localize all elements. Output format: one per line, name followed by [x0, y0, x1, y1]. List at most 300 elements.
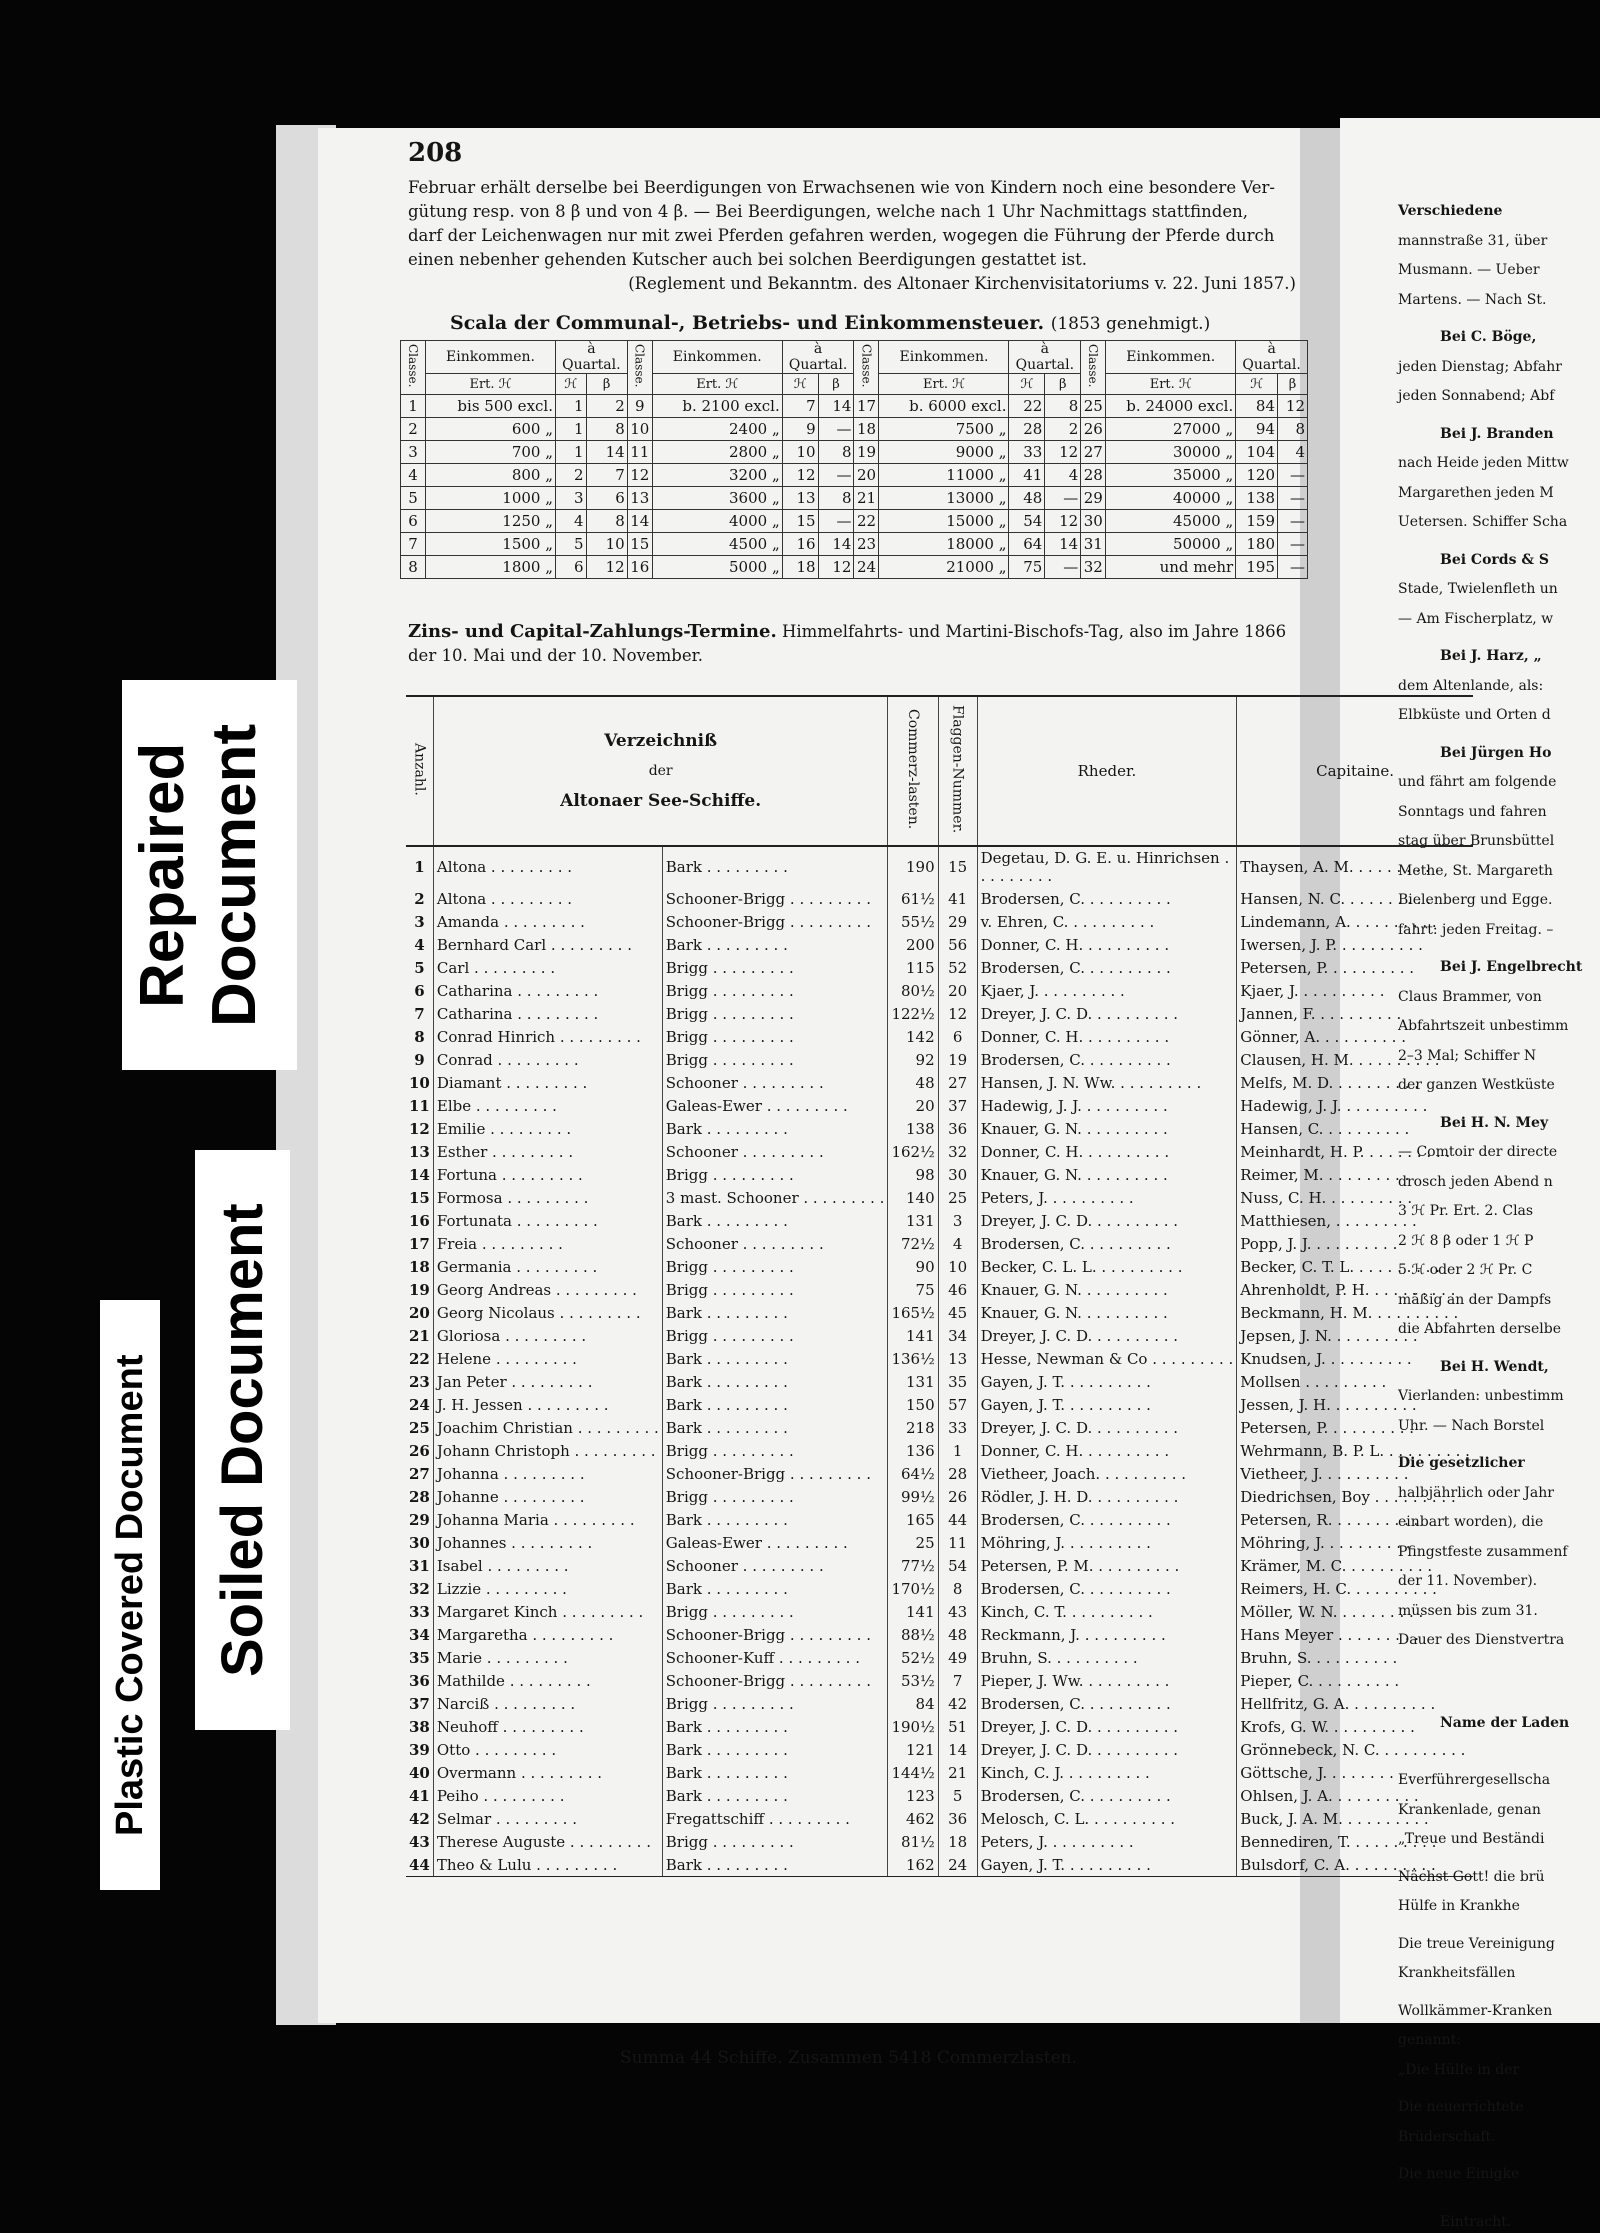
scala-cell: 8 [818, 487, 854, 510]
ship-name: Johanne . . . . . . . . . [433, 1485, 662, 1508]
ship-row [406, 846, 1473, 887]
ship-name: J. H. Jessen . . . . . . . . . [433, 1393, 662, 1416]
ship-capitaine: Beckmann, H. M. . . . . . . . . . [1237, 1301, 1473, 1324]
ship-capitaine: Hans Meyer . . . . . . . . . [1237, 1623, 1473, 1646]
ship-row [406, 1071, 1473, 1094]
ship-flag-number: 7 [938, 1669, 977, 1692]
col-ert: Ert. ℋ [426, 374, 556, 395]
ship-type: Brigg . . . . . . . . . [662, 1324, 888, 1347]
ship-number: 29 [409, 1510, 430, 1529]
ship-lasten: 123 [888, 1784, 938, 1807]
scala-cell: 9000 „ [879, 441, 1009, 464]
col-ert: Ert. ℋ [1106, 374, 1236, 395]
ship-flag-number: 54 [938, 1554, 977, 1577]
col-mk: ℋ [1236, 374, 1278, 395]
scala-cell: 30000 „ [1106, 441, 1236, 464]
ship-flag-number: 13 [938, 1347, 977, 1370]
ship-name: Fortunata . . . . . . . . . [433, 1209, 662, 1232]
scala-cell: 23 [854, 533, 879, 556]
right-page-line: Uhr. — Nach Borstel [1398, 1417, 1545, 1434]
ship-name: Jan Peter . . . . . . . . . [433, 1370, 662, 1393]
ship-lasten: 142 [888, 1025, 938, 1048]
scala-cell: 8 [818, 441, 854, 464]
ship-name: Neuhoff . . . . . . . . . [433, 1715, 662, 1738]
ship-lasten: 136 [888, 1439, 938, 1462]
scala-cell: 1250 „ [426, 510, 556, 533]
ship-type: Brigg . . . . . . . . . [662, 1600, 888, 1623]
ship-number: 1 [414, 858, 425, 876]
col-quartal: à Quartal. [556, 341, 628, 374]
ship-rheder: Kinch, C. T. . . . . . . . . . [977, 1600, 1237, 1623]
intro-line: gütung resp. von 8 β und von 4 β. — Bei Beerdigungen, welche nach 1 Uhr Nachmittags stattfinden, [408, 202, 1248, 221]
ship-capitaine: Reimer, M. . . . . . . . . . [1237, 1163, 1473, 1186]
scala-row [401, 556, 1308, 579]
ship-type: Brigg . . . . . . . . . [662, 1255, 888, 1278]
ship-row [406, 1186, 1473, 1209]
col-anzahl: Anzahl. [406, 696, 433, 846]
col-mk: ℋ [556, 374, 587, 395]
right-page-line: Name der Laden [1440, 1714, 1570, 1731]
ship-number: 2 [414, 889, 425, 908]
right-page-line: Methe, St. Margareth [1398, 862, 1553, 879]
ship-flag-number: 30 [938, 1163, 977, 1186]
col-sch: β [1045, 374, 1081, 395]
ship-type: Schooner-Brigg . . . . . . . . . [662, 1669, 888, 1692]
scala-cell: 8 [586, 418, 627, 441]
ship-flag-number: 27 [938, 1071, 977, 1094]
scala-cell: bis 500 excl. [426, 395, 556, 418]
right-page-line: fahrt: jeden Freitag. – [1398, 921, 1554, 938]
ship-lasten: 141 [888, 1600, 938, 1623]
ship-number: 34 [409, 1625, 430, 1644]
scala-cell: 9 [627, 395, 652, 418]
ship-name: Bernhard Carl . . . . . . . . . [433, 933, 662, 956]
ship-row [406, 1255, 1473, 1278]
scala-cell: 50000 „ [1106, 533, 1236, 556]
scala-cell: 14 [1045, 533, 1081, 556]
ship-flag-number: 57 [938, 1393, 977, 1416]
ship-rheder: Gayen, J. T. . . . . . . . . . [977, 1370, 1237, 1393]
ship-row [406, 1163, 1473, 1186]
ship-capitaine: Wehrmann, B. P. L. . . . . . . . . . [1237, 1439, 1473, 1462]
scala-cell: 159 [1236, 510, 1278, 533]
ship-rheder: Kinch, C. J. . . . . . . . . . [977, 1761, 1237, 1784]
ship-row [406, 1439, 1473, 1462]
ship-rheder: Reckmann, J. . . . . . . . . . [977, 1623, 1237, 1646]
col-einkommen: Einkommen. [652, 341, 782, 374]
ship-number: 15 [409, 1188, 430, 1207]
ship-lasten: 165 [888, 1508, 938, 1531]
ship-row [406, 1462, 1473, 1485]
ship-name: Therese Auguste . . . . . . . . . [433, 1830, 662, 1853]
scala-row [401, 487, 1308, 510]
scala-cell: 21000 „ [879, 556, 1009, 579]
right-page-line: einbart worden), die [1398, 1514, 1544, 1530]
scala-cell: 84 [1236, 395, 1278, 418]
ship-rheder: Donner, C. H. . . . . . . . . . [977, 1025, 1237, 1048]
ship-rheder: Hadewig, J. J. . . . . . . . . . [977, 1094, 1237, 1117]
scala-cell: 3600 „ [652, 487, 782, 510]
intro-citation: (Reglement und Bekanntm. des Altonaer Kirchenvisitatoriums v. 22. Juni 1857.) [628, 274, 1296, 293]
ship-number: 26 [409, 1441, 430, 1460]
ship-flag-number: 29 [938, 910, 977, 933]
ship-capitaine: Meinhardt, H. P. . . . . . . . . . [1237, 1140, 1473, 1163]
ship-lasten: 20 [888, 1094, 938, 1117]
ship-rheder: Petersen, P. M. . . . . . . . . . [977, 1554, 1237, 1577]
ship-row [406, 1301, 1473, 1324]
ship-flag-number: 6 [938, 1025, 977, 1048]
ship-flag-number: 10 [938, 1255, 977, 1278]
ship-type: Galeas-Ewer . . . . . . . . . [662, 1094, 888, 1117]
ship-name: Germania . . . . . . . . . [433, 1255, 662, 1278]
right-page-line: „Treue und Beständi [1398, 1831, 1545, 1847]
scala-cell: 19 [854, 441, 879, 464]
ship-capitaine: Buck, J. A. M. . . . . . . . . . [1237, 1807, 1473, 1830]
ship-number: 3 [414, 912, 425, 931]
ship-flag-number: 45 [938, 1301, 977, 1324]
ship-number: 6 [414, 981, 425, 1000]
ship-flag-number: 20 [938, 979, 977, 1002]
right-page-line: der ganzen Westküste [1398, 1077, 1555, 1093]
ship-type: Brigg . . . . . . . . . [662, 1830, 888, 1853]
ship-lasten: 170½ [888, 1577, 938, 1600]
ship-lasten: 122½ [888, 1002, 938, 1025]
scala-cell: 6 [556, 556, 587, 579]
ship-lasten: 115 [888, 956, 938, 979]
ship-flag-number: 32 [938, 1140, 977, 1163]
scala-cell: 7 [401, 533, 426, 556]
col-klasse: Classe. [627, 341, 652, 395]
scala-cell: 18 [782, 556, 818, 579]
ship-number: 35 [409, 1648, 430, 1667]
scala-cell: 4 [556, 510, 587, 533]
ship-lasten: 131 [888, 1370, 938, 1393]
ship-name: Overmann . . . . . . . . . [433, 1761, 662, 1784]
right-page-line: Bei Cords & S [1440, 551, 1549, 568]
ship-lasten: 190 [888, 846, 938, 887]
right-page-line: Bei H. N. Mey [1440, 1114, 1549, 1131]
ship-rheder: Becker, C. L. L. . . . . . . . . . [977, 1255, 1237, 1278]
right-page-line: Bei C. Böge, [1440, 329, 1537, 345]
ship-capitaine: Vietheer, J. . . . . . . . . . [1237, 1462, 1473, 1485]
scala-cell: 5 [556, 533, 587, 556]
scala-cell: — [1045, 556, 1081, 579]
col-ert: Ert. ℋ [879, 374, 1009, 395]
payment-terms [408, 620, 1306, 668]
scala-cell: 800 „ [426, 464, 556, 487]
ship-lasten: 61½ [888, 887, 938, 910]
ship-name: Narciß . . . . . . . . . [433, 1692, 662, 1715]
ship-flag-number: 24 [938, 1853, 977, 1877]
scala-cell: — [1278, 556, 1308, 579]
ship-number: 42 [409, 1809, 430, 1828]
label-plastic: Plastic Covered Document [100, 1300, 160, 1890]
scala-cell: 13 [782, 487, 818, 510]
scala-cell: 32 [1081, 556, 1106, 579]
ship-name: Theo & Lulu . . . . . . . . . [433, 1853, 662, 1877]
scala-cell: 3200 „ [652, 464, 782, 487]
scala-row [401, 395, 1308, 418]
ship-number: 22 [409, 1349, 430, 1368]
scala-cell: 27 [1081, 441, 1106, 464]
scala-cell: 2400 „ [652, 418, 782, 441]
right-page-line: dem Altenlande, als: [1398, 677, 1544, 694]
ship-row [406, 1002, 1473, 1025]
ship-lasten: 190½ [888, 1715, 938, 1738]
scala-cell: 15000 „ [879, 510, 1009, 533]
col-sch: β [818, 374, 854, 395]
ship-row [406, 1140, 1473, 1163]
scala-cell: — [818, 464, 854, 487]
ship-rheder: Gayen, J. T. . . . . . . . . . [977, 1393, 1237, 1416]
ship-type: Bark . . . . . . . . . [662, 1347, 888, 1370]
right-page-line: 2 ℋ 8 β oder 1 ℋ P [1398, 1232, 1534, 1249]
title-line-2: der [648, 763, 673, 779]
ship-lasten: 162½ [888, 1140, 938, 1163]
ship-capitaine: Grönnebeck, N. C. . . . . . . . . . [1237, 1738, 1473, 1761]
ship-number: 11 [409, 1096, 430, 1115]
ship-lasten: 55½ [888, 910, 938, 933]
scala-cell: 12 [1045, 441, 1081, 464]
ship-number: 32 [409, 1579, 430, 1598]
scala-cell: 18000 „ [879, 533, 1009, 556]
scala-title [450, 312, 1280, 334]
ship-rheder: Degetau, D. G. E. u. Hinrichsen . . . . . . . . . [977, 846, 1237, 887]
right-page-line: 3 ℋ Pr. Ert. 2. Clas [1398, 1203, 1534, 1219]
scala-cell: 12 [1278, 395, 1308, 418]
ship-name: Johannes . . . . . . . . . [433, 1531, 662, 1554]
ship-type: Bark . . . . . . . . . [662, 846, 888, 887]
col-einkommen: Einkommen. [1106, 341, 1236, 374]
ship-lasten: 140 [888, 1186, 938, 1209]
ship-type: Bark . . . . . . . . . [662, 1209, 888, 1232]
ship-name: Elbe . . . . . . . . . [433, 1094, 662, 1117]
ship-row [406, 1669, 1473, 1692]
intro-line: Februar erhält derselbe bei Beerdigungen von Erwachsenen wie von Kindern noch eine besondere Ver- [408, 178, 1275, 197]
scala-cell: 14 [818, 533, 854, 556]
ship-rheder: Dreyer, J. C. D. . . . . . . . . . [977, 1209, 1237, 1232]
ship-rheder: Knauer, G. N. . . . . . . . . . [977, 1117, 1237, 1140]
scala-cell: 29 [1081, 487, 1106, 510]
scala-cell: 25 [1081, 395, 1106, 418]
col-mk: ℋ [1009, 374, 1045, 395]
right-page-line: Wollkämmer-Kranken [1398, 2002, 1553, 2019]
right-page-line: Musmann. — Ueber [1398, 262, 1540, 278]
scala-cell: 4 [1278, 441, 1308, 464]
scala-cell: 4500 „ [652, 533, 782, 556]
ship-lasten: 144½ [888, 1761, 938, 1784]
col-klasse: Classe. [401, 341, 426, 395]
right-page-line: — Comtoir der directe [1398, 1144, 1558, 1160]
ship-name: Mathilde . . . . . . . . . [433, 1669, 662, 1692]
ship-capitaine: Melfs, M. D. . . . . . . . . . [1237, 1071, 1473, 1094]
ship-row [406, 1324, 1473, 1347]
ship-flag-number: 14 [938, 1738, 977, 1761]
right-page-line: Die gesetzlicher [1398, 1455, 1525, 1471]
ship-capitaine: Petersen, P. . . . . . . . . . [1237, 956, 1473, 979]
ship-capitaine: Diedrichsen, Boy . . . . . . . . . [1237, 1485, 1473, 1508]
ship-flag-number: 19 [938, 1048, 977, 1071]
ship-rheder: Hansen, J. N. Ww. . . . . . . . . . [977, 1071, 1237, 1094]
ship-type: 3 mast. Schooner . . . . . . . . . [662, 1186, 888, 1209]
col-einkommen: Einkommen. [426, 341, 556, 374]
scala-cell: 12 [586, 556, 627, 579]
scala-cell: 7500 „ [879, 418, 1009, 441]
ship-rheder: Rödler, J. H. D. . . . . . . . . . [977, 1485, 1237, 1508]
ship-rheder: Dreyer, J. C. D. . . . . . . . . . [977, 1715, 1237, 1738]
ship-flag-number: 33 [938, 1416, 977, 1439]
ship-number: 23 [409, 1372, 430, 1391]
scala-cell: — [1278, 533, 1308, 556]
scala-cell: b. 24000 excl. [1106, 395, 1236, 418]
ship-flag-number: 46 [938, 1278, 977, 1301]
scala-cell: 700 „ [426, 441, 556, 464]
scala-cell: 13 [627, 487, 652, 510]
right-page-line: jeden Sonnabend; Abf [1398, 388, 1555, 404]
ship-rheder: Peters, J. . . . . . . . . . [977, 1830, 1237, 1853]
ship-flag-number: 12 [938, 1002, 977, 1025]
col-klasse: Classe. [854, 341, 879, 395]
label-repaired-line1: Repaired [128, 742, 197, 1008]
col-ert: Ert. ℋ [652, 374, 782, 395]
ship-flag-number: 42 [938, 1692, 977, 1715]
scala-cell: — [818, 418, 854, 441]
col-sch: β [1278, 374, 1308, 395]
ship-rheder: Hesse, Newman & Co . . . . . . . . . [977, 1347, 1237, 1370]
ship-rheder: Dreyer, J. C. D. . . . . . . . . . [977, 1002, 1237, 1025]
ship-lasten: 98 [888, 1163, 938, 1186]
ship-capitaine: Möhring, J. . . . . . . . . . [1237, 1531, 1473, 1554]
scala-cell: 2 [1045, 418, 1081, 441]
ship-number: 16 [409, 1211, 430, 1230]
ship-row [406, 1715, 1473, 1738]
right-page-line: mäßig an der Dampfs [1398, 1291, 1552, 1308]
ship-lasten: 75 [888, 1278, 938, 1301]
col-rheder: Rheder. [977, 696, 1237, 846]
ship-rheder: Kjaer, J. . . . . . . . . . [977, 979, 1237, 1002]
ship-type: Brigg . . . . . . . . . [662, 1439, 888, 1462]
ship-lasten: 99½ [888, 1485, 938, 1508]
ship-number: 43 [409, 1832, 430, 1851]
scala-cell: 4000 „ [652, 510, 782, 533]
scala-cell: 17 [854, 395, 879, 418]
ship-number: 12 [409, 1119, 430, 1138]
ship-flag-number: 28 [938, 1462, 977, 1485]
scala-cell: 75 [1009, 556, 1045, 579]
ship-number: 41 [409, 1786, 430, 1805]
ship-type: Schooner . . . . . . . . . [662, 1232, 888, 1255]
ship-lasten: 141 [888, 1324, 938, 1347]
ship-type: Brigg . . . . . . . . . [662, 1048, 888, 1071]
ship-flag-number: 34 [938, 1324, 977, 1347]
ship-capitaine: Krofs, G. W. . . . . . . . . . [1237, 1715, 1473, 1738]
ship-rheder: Vietheer, Joach. . . . . . . . . . [977, 1462, 1237, 1485]
scala-cell: 1000 „ [426, 487, 556, 510]
right-page-line: Stade, Twielenfleth un [1398, 581, 1558, 597]
ship-row [406, 1784, 1473, 1807]
scala-cell: 2800 „ [652, 441, 782, 464]
scala-cell: 45000 „ [1106, 510, 1236, 533]
ship-type: Bark . . . . . . . . . [662, 1577, 888, 1600]
scala-cell: 1500 „ [426, 533, 556, 556]
scala-cell: 4 [1045, 464, 1081, 487]
ship-name: Johanna Maria . . . . . . . . . [433, 1508, 662, 1531]
ship-lasten: 48 [888, 1071, 938, 1094]
ship-number: 18 [409, 1257, 430, 1276]
col-quartal: à Quartal. [1009, 341, 1081, 374]
ship-type: Bark . . . . . . . . . [662, 1301, 888, 1324]
ship-number: 13 [409, 1142, 430, 1161]
ship-lasten: 131 [888, 1209, 938, 1232]
ship-name: Margaret Kinch . . . . . . . . . [433, 1600, 662, 1623]
ship-row [406, 1416, 1473, 1439]
right-page-line: Die neuerrichtete [1398, 2099, 1524, 2115]
ship-rheder: Donner, C. H. . . . . . . . . . [977, 1140, 1237, 1163]
ship-row [406, 1485, 1473, 1508]
ship-flag-number: 49 [938, 1646, 977, 1669]
ship-lasten: 52½ [888, 1646, 938, 1669]
scala-cell: 27000 „ [1106, 418, 1236, 441]
ship-row [406, 1278, 1473, 1301]
scala-cell: 2 [556, 464, 587, 487]
ship-type: Schooner-Brigg . . . . . . . . . [662, 1462, 888, 1485]
scala-row [401, 510, 1308, 533]
ship-flag-number: 51 [938, 1715, 977, 1738]
ship-type: Brigg . . . . . . . . . [662, 1278, 888, 1301]
terms-text: Himmelfahrts- und Martini-Bischofs-Tag, also im Jahre 1866 der 10. Mai und der 10. November. [408, 622, 1287, 665]
ship-rheder: Donner, C. H. . . . . . . . . . [977, 1439, 1237, 1462]
ship-name: Amanda . . . . . . . . . [433, 910, 662, 933]
title-line-3: Altonaer See-Schiffe. [560, 791, 762, 811]
right-page-line: Verschiedene [1398, 203, 1503, 219]
scala-cell: 4 [401, 464, 426, 487]
ship-row [406, 1347, 1473, 1370]
ship-capitaine: Jepsen, J. N. . . . . . . . . . [1237, 1324, 1473, 1347]
right-page-line: Die treue Vereinigung [1398, 1935, 1555, 1952]
ship-rheder: Brodersen, C. . . . . . . . . . [977, 1692, 1237, 1715]
scala-row [401, 464, 1308, 487]
scala-cell: 21 [854, 487, 879, 510]
ship-flag-number: 56 [938, 933, 977, 956]
ship-row [406, 1209, 1473, 1232]
ship-capitaine: Petersen, P. . . . . . . . . . [1237, 1416, 1473, 1439]
ship-type: Schooner-Kuff . . . . . . . . . [662, 1646, 888, 1669]
right-page-line: Uetersen. Schiffer Scha [1398, 514, 1568, 530]
ship-rheder: Brodersen, C. . . . . . . . . . [977, 956, 1237, 979]
ship-row [406, 1600, 1473, 1623]
ship-row [406, 1577, 1473, 1600]
ship-rheder: Bruhn, S. . . . . . . . . . [977, 1646, 1237, 1669]
right-page-line: mannstraße 31, über [1398, 232, 1548, 249]
ship-type: Bark . . . . . . . . . [662, 1784, 888, 1807]
ship-number: 28 [409, 1487, 430, 1506]
ship-type: Brigg . . . . . . . . . [662, 1692, 888, 1715]
page-number: 208 [408, 138, 463, 168]
scala-cell: 30 [1081, 510, 1106, 533]
ship-row [406, 1508, 1473, 1531]
scala-cell: 1 [556, 441, 587, 464]
ship-rheder: Knauer, G. N. . . . . . . . . . [977, 1301, 1237, 1324]
ship-name: Selmar . . . . . . . . . [433, 1807, 662, 1830]
ship-lasten: 90 [888, 1255, 938, 1278]
ship-name: Conrad Hinrich . . . . . . . . . [433, 1025, 662, 1048]
ship-flag-number: 11 [938, 1531, 977, 1554]
ship-rheder: Knauer, G. N. . . . . . . . . . [977, 1278, 1237, 1301]
ship-type: Brigg . . . . . . . . . [662, 1002, 888, 1025]
scala-cell: 7 [782, 395, 818, 418]
scala-cell: 22 [854, 510, 879, 533]
ship-name: Catharina . . . . . . . . . [433, 1002, 662, 1025]
